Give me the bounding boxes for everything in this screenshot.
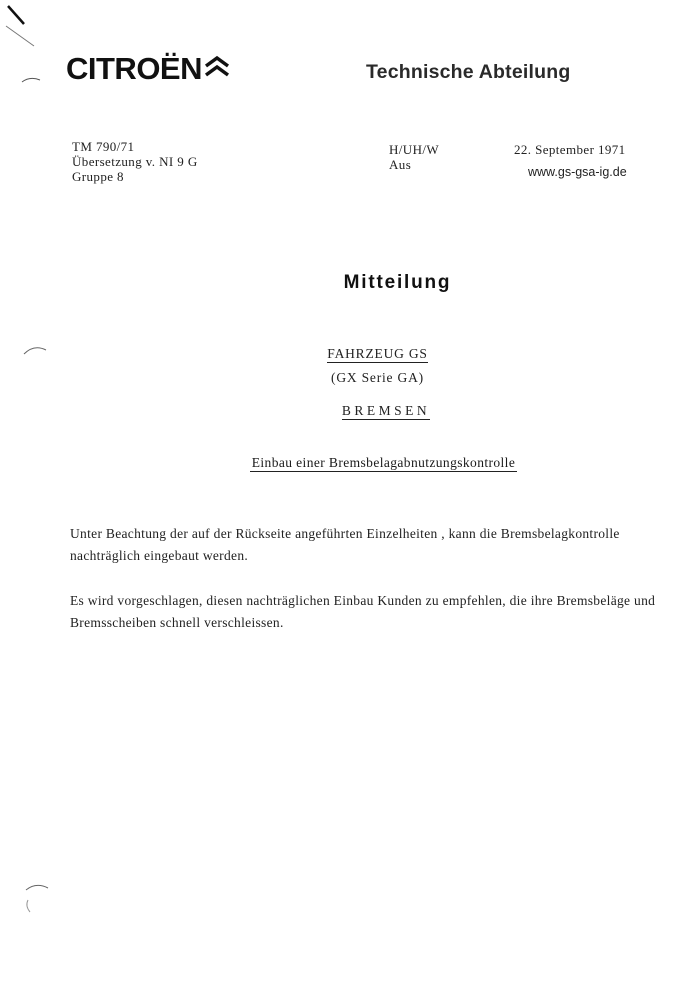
brand-name: CITROËN [66,51,202,86]
body-paragraph-1: Unter Beachtung der auf der Rückseite angeführten Einzelheiten , kann die Bremsbelagkontrolle nachträglich eingebaut werden. [70,526,620,563]
group-number: Gruppe 8 [72,169,124,184]
vehicle-line-1 [0,346,700,362]
subject-line [0,455,700,471]
citroen-logo [66,51,230,87]
page-title: Mitteilung [343,272,452,293]
website: www.gs-gsa-ig.de [528,165,627,179]
section-heading: BREMSEN [341,403,431,418]
double-chevron-icon [204,51,230,87]
section-heading-row [0,403,700,419]
body-paragraph-2: Es wird vorgeschlagen, diesen nachträglichen Einbau Kunden zu empfehlen, die ihre Bremsbeläge und Bremsscheiben schnell verschleissen. [70,593,656,630]
reference-block [72,139,198,184]
vehicle-line-2: (GX Serie GA) [331,370,424,385]
tm-number: TM 790/71 [72,139,135,154]
vehicle-name: FAHRZEUG GS [327,346,428,361]
scan-mark-left-bottom [22,880,52,920]
distribution-block [389,142,439,172]
department-title: Technische Abteilung [366,61,571,83]
subject-text: Einbau einer Bremsbelagabnutzungskontrolle [251,455,516,470]
distribution-status: Aus [389,157,412,172]
document-date: 22. September 1971 [514,142,626,157]
scan-mark-top-left [0,0,60,90]
translation-reference: Übersetzung v. NI 9 G [72,154,198,169]
distribution-code: H/UH/W [389,142,440,157]
